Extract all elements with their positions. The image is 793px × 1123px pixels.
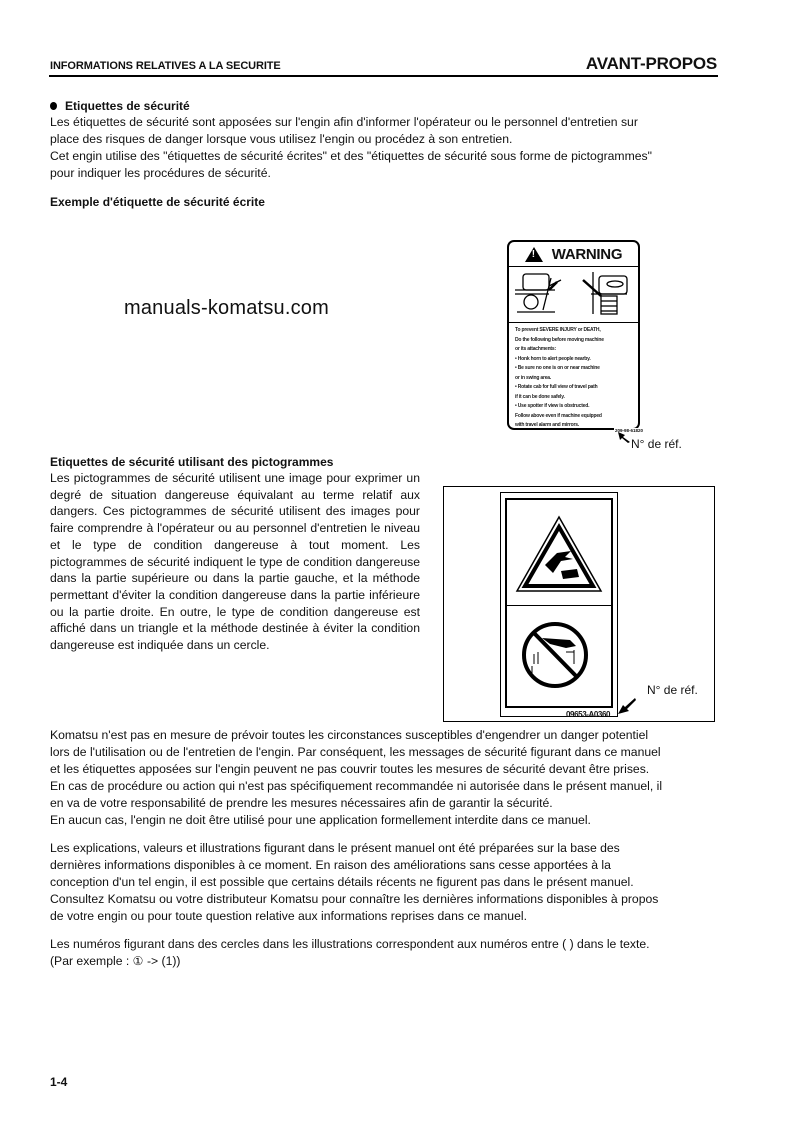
pictogram-heading: Etiquettes de sécurité utilisant des pictogrammes (50, 455, 334, 469)
section-title: INFORMATIONS RELATIVES A LA SECURITE (50, 60, 281, 72)
hazard-triangle-icon (515, 515, 603, 593)
warning-label-header (509, 242, 638, 267)
text-line: et les étiquettes apposées sur l'engin peuvent ne pas couvrir toutes les mesures de sécurité devant être prises. (50, 762, 650, 776)
text-line: • Honk horn to alert people nearby. (515, 355, 591, 362)
text-line: • Be sure no one is on or near machine (515, 365, 600, 371)
text-line: lors de l'utilisation ou de l'entretien de l'engin. Par conséquent, les messages de sécurité figurant dans ce manuel (50, 745, 661, 759)
ref-number-label: N° de réf. (647, 683, 698, 697)
pointer-arrow-icon (617, 431, 631, 443)
text-line: To prevent SEVERE INJURY or DEATH, (515, 327, 601, 333)
text-line: En cas de procédure ou action qui n'est pas spécifiquement recommandée ni autorisée dans le présent manuel, il (50, 779, 663, 793)
text-line: Follow above even if machine equipped (515, 412, 602, 419)
text-line: Les numéros figurant dans des cercles dans les illustrations correspondent aux numéros entre ( ) dans le texte. (50, 937, 650, 951)
text-line: if it can be done safely. (515, 393, 565, 400)
bullet-icon (50, 102, 57, 110)
prohibition-circle-icon (520, 620, 590, 690)
machine-swing-hazard-icon (509, 266, 637, 320)
text-line: En aucun cas, l'engin ne doit être utilisé pour une application formellement interdite dans ce manuel. (50, 813, 591, 827)
text-line: or its attachments: (515, 346, 556, 352)
text-line: Les étiquettes de sécurité sont apposées sur l'engin afin d'informer l'opérateur ou le personnel d'entretien sur (50, 115, 638, 129)
numbering-note (50, 936, 720, 970)
pictogram-divider (507, 605, 611, 606)
warning-label-figure (507, 240, 640, 430)
text-line: de votre engin ou pour toute question relative aux informations reprises dans ce manuel. (50, 909, 527, 923)
warning-label-part-number: 209-98-61820 (615, 428, 644, 433)
safety-labels-intro (50, 114, 720, 182)
text-line: Les explications, valeurs et illustrations figurant dans le présent manuel ont été préparées sur la base des (50, 841, 620, 855)
written-example-heading: Exemple d'étiquette de sécurité écrite (50, 195, 265, 209)
updates-paragraph (50, 840, 720, 925)
text-line: dernières informations disponibles à ce moment. En raison des améliorations sans cesse apportées à la (50, 858, 611, 872)
text-line: • Rotate cab for full view of travel path (515, 384, 598, 390)
text-line: Komatsu n'est pas en mesure de prévoir toutes les circonstances susceptibles d'engendrer un danger potentiel (50, 728, 649, 742)
watermark: manuals-komatsu.com (124, 297, 329, 319)
text-line: with travel alarm and mirrors. (515, 422, 580, 428)
warning-pictures (509, 266, 638, 323)
page-number: 1-4 (50, 1075, 68, 1089)
warning-triangle-icon (525, 247, 543, 262)
pictogram-paragraph: Les pictogrammes de sécurité utilisent une image pour exprimer un degré de situation dangereuse équivalant au terme relatif aux dangers. Ces pictogrammes de sécurité utilisent des images pour faire comprendre à l'opérateur ou au personnel d'entretien le niveau et le type de condition dangereuse à tout moment. Les pictogrammes de sécurité indiquent le type de condition dangereuse dans la partie supérieure ou dans la partie gauche, et la méthode permettant d'éviter la condition dangereuse dans la partie inférieure ou la partie droite. En outre, le type de condition dangereuse est affiché dans un triangle et la méthode destinée à éviter la condition dangereuse est indiquée dans un cercle. (50, 471, 420, 653)
text-line: Consultez Komatsu ou votre distributeur Komatsu pour connaître les dernières informations disponibles à propos (50, 892, 659, 906)
safety-labels-heading-text: Etiquettes de sécurité (65, 99, 190, 113)
text-line: • Use spotter if view is obstructed. (515, 403, 590, 409)
header-rule (49, 75, 718, 77)
text-line: conception d'un tel engin, il est possible que certains détails récents ne figurent pas dans le présent manuel. (50, 875, 634, 889)
text-line: en va de votre responsabilité de prendre les mesures nécessaires afin de garantir la sécurité. (50, 796, 553, 810)
text-line: Do the following before moving machine (515, 336, 604, 343)
text-line: pour indiquer les procédures de sécurité. (50, 166, 271, 180)
text-line: place des risques de danger lorsque vous utilisez l'engin ou procédez à son entretien. (50, 132, 513, 146)
chapter-title: AVANT-PROPOS (585, 54, 717, 73)
pictogram-part-number: 09653-A0360 (566, 710, 611, 719)
text-line: Cet engin utilise des "étiquettes de sécurité écrites" et des "étiquettes de sécurité sous forme de pictogrammes" (50, 149, 652, 163)
pointer-arrow-icon (617, 697, 637, 715)
warning-label-text (515, 326, 635, 431)
warning-label-title: WARNING (551, 245, 623, 263)
safety-labels-heading (50, 99, 190, 113)
text-line: (Par exemple : ① -> (1)) (50, 954, 181, 968)
text-line: or in swing area. (515, 374, 552, 381)
disclaimer-paragraph (50, 727, 720, 829)
ref-number-label: N° de réf. (631, 437, 682, 451)
